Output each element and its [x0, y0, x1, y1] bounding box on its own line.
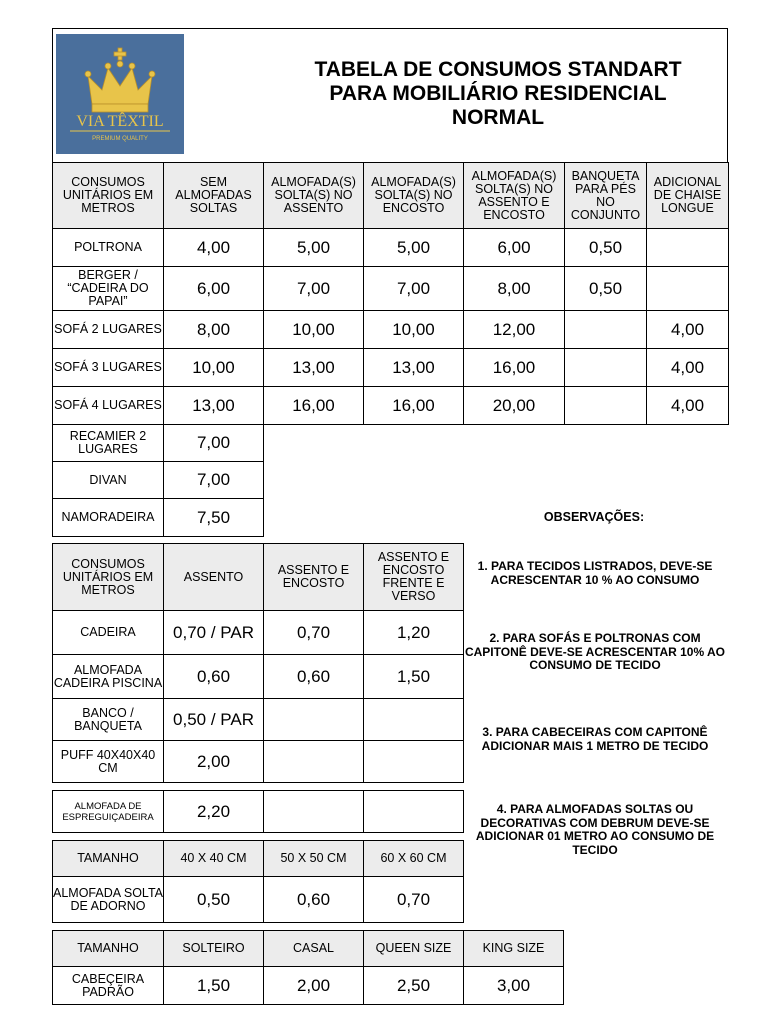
cell-value	[565, 311, 647, 349]
cell-value	[264, 699, 364, 741]
table-header-row	[53, 841, 464, 877]
row-label: NAMORADEIRA	[53, 499, 164, 537]
logo-brand-text: VIA TÊXTIL	[76, 113, 164, 130]
table-row	[53, 967, 564, 1005]
cell-value: 4,00	[647, 387, 729, 425]
table-row	[53, 311, 729, 349]
column-header: SEM ALMOFADAS SOLTAS	[164, 163, 264, 229]
title-line-3: NORMAL	[451, 106, 545, 129]
column-header: ASSENTO E ENCOSTO	[264, 544, 364, 611]
table-row	[53, 791, 464, 833]
title-line-2: PARA MOBILIÁRIO RESIDENCIAL	[329, 82, 667, 105]
cell-value: 2,00	[264, 967, 364, 1005]
cell-value: 16,00	[464, 349, 565, 387]
column-header: CASAL	[264, 931, 364, 967]
column-header: SOLTEIRO	[164, 931, 264, 967]
table-row	[53, 655, 464, 699]
table-row	[53, 267, 729, 311]
row-label: RECAMIER 2 LUGARES	[53, 425, 164, 462]
cell-value	[364, 791, 464, 833]
cell-value: 4,00	[647, 311, 729, 349]
table-row	[53, 349, 729, 387]
row-label: ALMOFADA SOLTA DE ADORNO	[53, 877, 164, 923]
observations-title: OBSERVAÇÕES:	[543, 510, 645, 524]
table-row	[53, 699, 464, 741]
column-header: ALMOFADA(S) SOLTA(S) NO ASSENTO	[264, 163, 364, 229]
cell-value: 10,00	[164, 349, 264, 387]
column-header: 50 X 50 CM	[264, 841, 364, 877]
cell-value: 4,00	[164, 229, 264, 267]
cell-value: 2,00	[164, 741, 264, 783]
cell-value: 2,50	[364, 967, 464, 1005]
cell-value: 1,20	[364, 611, 464, 655]
cell-value	[364, 699, 464, 741]
column-header: KING SIZE	[464, 931, 564, 967]
column-header: CONSUMOS UNITÁRIOS EM METROS	[53, 544, 164, 611]
cell-value: 7,00	[164, 425, 264, 462]
cell-value	[364, 741, 464, 783]
row-label: SOFÁ 2 LUGARES	[53, 311, 164, 349]
cell-value: 10,00	[364, 311, 464, 349]
column-header: BANQUETA PARA PÉS NO CONJUNTO	[565, 163, 647, 229]
column-header: ALMOFADA(S) SOLTA(S) NO ENCOSTO	[364, 163, 464, 229]
cell-value: 7,00	[264, 267, 364, 311]
observation-item: 3. PARA CABECEIRAS COM CAPITONÊ ADICIONAR MAIS 1 METRO DE TECIDO	[481, 725, 709, 753]
cell-value	[264, 741, 364, 783]
logo-tagline-text: PREMIUM QUALITY	[92, 136, 148, 142]
cell-value: 8,00	[164, 311, 264, 349]
cell-value: 0,70	[364, 877, 464, 923]
column-header: CONSUMOS UNITÁRIOS EM METROS	[53, 163, 164, 229]
column-header: ASSENTO	[164, 544, 264, 611]
table-headboards	[52, 930, 564, 1005]
table-header-row	[53, 163, 729, 229]
observation-item: 2. PARA SOFÁS E POLTRONAS COM CAPITONÊ DEVE-SE ACRESCENTAR 10% AO CONSUMO DE TECIDO	[464, 631, 726, 672]
cell-value: 6,00	[164, 267, 264, 311]
cell-value	[264, 791, 364, 833]
cell-value: 8,00	[464, 267, 565, 311]
cell-value: 16,00	[364, 387, 464, 425]
row-label: ALMOFADA DE ESPREGUIÇADEIRA	[53, 791, 164, 833]
table-row	[53, 877, 464, 923]
row-label: CABEÇEIRA PADRÃO	[53, 967, 164, 1005]
observation-item: 1. PARA TECIDOS LISTRADOS, DEVE-SE ACRESCENTAR 10 % AO CONSUMO	[477, 559, 713, 587]
row-label: POLTRONA	[53, 229, 164, 267]
cell-value: 1,50	[364, 655, 464, 699]
cell-value: 7,00	[364, 267, 464, 311]
row-label: DIVAN	[53, 462, 164, 499]
observation-item: 4. PARA ALMOFADAS SOLTAS OU DECORATIVAS COM DEBRUM DEVE-SE ADICIONAR 01 METRO AO CONSUMO DE TECIDO	[475, 802, 715, 857]
column-header: TAMANHO	[53, 931, 164, 967]
cell-value: 2,20	[164, 791, 264, 833]
table-row	[53, 499, 264, 537]
cell-value: 0,60	[264, 655, 364, 699]
row-label: ALMOFADA CADEIRA PISCINA	[53, 655, 164, 699]
cell-value: 7,00	[164, 462, 264, 499]
title-line-1: TABELA DE CONSUMOS STANDART	[314, 58, 682, 81]
cell-value: 12,00	[464, 311, 565, 349]
table-row	[53, 741, 464, 783]
table-row	[53, 462, 264, 499]
cell-value: 0,50	[565, 229, 647, 267]
cell-value: 10,00	[264, 311, 364, 349]
column-header: TAMANHO	[53, 841, 164, 877]
cell-value: 0,60	[264, 877, 364, 923]
cell-value: 13,00	[164, 387, 264, 425]
cell-value	[565, 349, 647, 387]
cell-value: 0,50	[565, 267, 647, 311]
cell-value	[647, 267, 729, 311]
table-chairs	[52, 543, 464, 783]
table-lounger-cushion	[52, 790, 464, 833]
cell-value: 13,00	[264, 349, 364, 387]
table-row	[53, 229, 729, 267]
cell-value: 0,50 / PAR	[164, 699, 264, 741]
row-label: SOFÁ 3 LUGARES	[53, 349, 164, 387]
cell-value: 0,70 / PAR	[164, 611, 264, 655]
cell-value: 1,50	[164, 967, 264, 1005]
cell-value: 0,60	[164, 655, 264, 699]
cell-value	[565, 387, 647, 425]
column-header: ADICIONAL DE CHAISE LONGUE	[647, 163, 729, 229]
row-label: CADEIRA	[53, 611, 164, 655]
table-row	[53, 611, 464, 655]
cell-value: 13,00	[364, 349, 464, 387]
cell-value: 20,00	[464, 387, 565, 425]
table-sofas	[52, 162, 729, 425]
row-label: PUFF 40X40X40 CM	[53, 741, 164, 783]
cell-value: 0,70	[264, 611, 364, 655]
cell-value: 6,00	[464, 229, 565, 267]
brand-logo	[56, 34, 184, 154]
cell-value: 7,50	[164, 499, 264, 537]
column-header: 40 X 40 CM	[164, 841, 264, 877]
cell-value: 16,00	[264, 387, 364, 425]
table-other-seats	[52, 424, 264, 537]
row-label: BERGER / “CADEIRA DO PAPAI”	[53, 267, 164, 311]
crown-icon	[56, 34, 184, 154]
row-label: BANCO / BANQUETA	[53, 699, 164, 741]
cell-value: 0,50	[164, 877, 264, 923]
column-header: ASSENTO E ENCOSTO FRENTE E VERSO	[364, 544, 464, 611]
column-header: QUEEN SIZE	[364, 931, 464, 967]
row-label: SOFÁ 4 LUGARES	[53, 387, 164, 425]
cell-value: 5,00	[364, 229, 464, 267]
table-header-row	[53, 931, 564, 967]
table-cushions	[52, 840, 464, 923]
column-header: 60 X 60 CM	[364, 841, 464, 877]
table-row	[53, 425, 264, 462]
cell-value	[647, 229, 729, 267]
column-header: ALMOFADA(S) SOLTA(S) NO ASSENTO E ENCOSTO	[464, 163, 565, 229]
page-title	[268, 58, 728, 130]
cell-value: 5,00	[264, 229, 364, 267]
table-header-row	[53, 544, 464, 611]
cell-value: 3,00	[464, 967, 564, 1005]
table-row	[53, 387, 729, 425]
cell-value: 4,00	[647, 349, 729, 387]
